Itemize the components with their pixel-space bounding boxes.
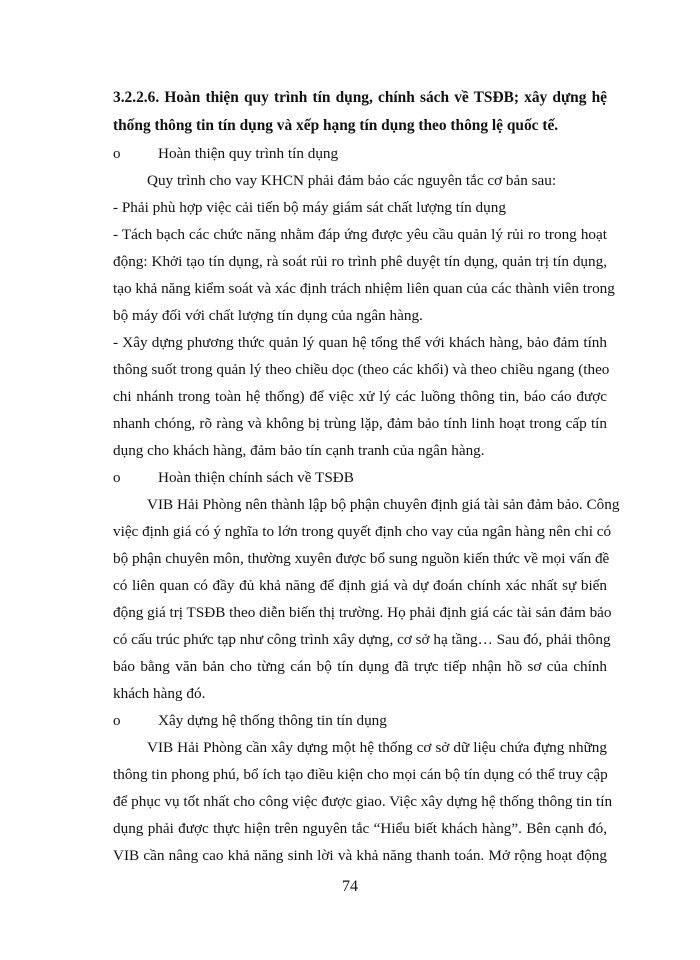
paragraph-line: bộ phận chuyên môn, thường xuyên được bổ sung nguồn kiến thức về mọi vấn đề (113, 550, 610, 567)
page-number: 74 (342, 878, 358, 895)
paragraph-line: nhanh chóng, rõ ràng và không bị trùng lặp, đảm bảo tính linh hoạt trong cấp tín (113, 415, 607, 432)
paragraph-line: có liên quan có đầy đủ khả năng để định giá và dự đoán chính xác nhất sự biến (113, 577, 607, 594)
subsection-title: Hoàn thiện quy trình tín dụng (158, 145, 339, 162)
bullet-icon: o (113, 470, 121, 486)
paragraph-line: dụng phải được thực hiện trên nguyên tắc “Hiểu biết khách hàng”. Bên cạnh đó, (113, 820, 607, 837)
paragraph-line: VIB Hải Phòng nên thành lập bộ phận chuyên định giá tài sản đảm bảo. Công (147, 496, 620, 513)
paragraph-line: - Tách bạch các chức năng nhằm đáp ứng được yêu cầu quản lý rủi ro trong hoạt (113, 226, 607, 243)
paragraph-line: động giá trị TSĐB theo diễn biến thị trường. Họ phải định giá các tài sản đảm bảo (113, 604, 612, 621)
bullet-icon: o (113, 146, 121, 162)
paragraph-line: thông suốt trong quản lý theo chiều dọc (theo các khối) và theo chiều ngang (theo (113, 361, 610, 378)
paragraph-line: tạo khả năng kiểm soát và xác định trách nhiệm liên quan của các thành viên trong (113, 280, 615, 297)
paragraph-line: VIB cần nâng cao khả năng sinh lời và khả năng thanh toán. Mở rộng hoạt động (113, 847, 607, 864)
paragraph-line: - Xây dựng phương thức quản lý quan hệ tổng thể với khách hàng, bảo đảm tính (113, 334, 607, 351)
section-heading-line-1: 3.2.2.6. Hoàn thiện quy trình tín dụng, chính sách về TSĐB; xây dựng hệ (113, 89, 607, 106)
paragraph-line: chi nhánh trong toàn hệ thống) để việc xử lý các luồng thông tin, báo cáo được (113, 388, 607, 405)
bullet-icon: o (113, 713, 121, 729)
paragraph-line: VIB Hải Phòng cần xây dựng một hệ thống cơ sở dữ liệu chứa đựng những (147, 739, 607, 756)
paragraph-line: dụng cho khách hàng, đảm bảo tín cạnh tranh của ngân hàng. (113, 442, 485, 459)
paragraph-line: thông tin phong phú, bổ ích tạo điều kiện cho mọi cán bộ tín dụng có thể truy cập (113, 766, 608, 783)
paragraph-line: Quy trình cho vay KHCN phải đảm bảo các nguyên tắc cơ bản sau: (147, 172, 557, 189)
subsection-title: Hoàn thiện chính sách về TSĐB (158, 469, 354, 486)
paragraph-line: bộ máy đối với chất lượng tín dụng của ngân hàng. (113, 307, 423, 324)
section-heading-line-2: thống thông tin tín dụng và xếp hạng tín dụng theo thông lệ quốc tế. (113, 117, 559, 134)
paragraph-line: - Phải phù hợp việc cải tiến bộ máy giám sát chất lượng tín dụng (113, 199, 506, 216)
paragraph-line: việc định giá có ý nghĩa to lớn trong quyết định cho vay của ngân hàng nên chỉ có (113, 523, 612, 540)
paragraph-line: có cấu trúc phức tạp như công trình xây dựng, cơ sở hạ tầng… Sau đó, phải thông (113, 631, 611, 648)
paragraph-line: báo bằng văn bản cho từng cán bộ tín dụng đã trực tiếp nhận hồ sơ của chính (113, 658, 607, 675)
subsection-title: Xây dựng hệ thống thông tin tín dụng (158, 712, 387, 729)
paragraph-line: khách hàng đó. (113, 685, 206, 702)
paragraph-line: động: Khởi tạo tín dụng, rà soát rủi ro trình phê duyệt tín dụng, quản trị tín dụng, (113, 253, 607, 270)
paragraph-line: để phục vụ tốt nhất cho công việc được giao. Việc xây dựng hệ thống thông tin tín (113, 793, 613, 810)
